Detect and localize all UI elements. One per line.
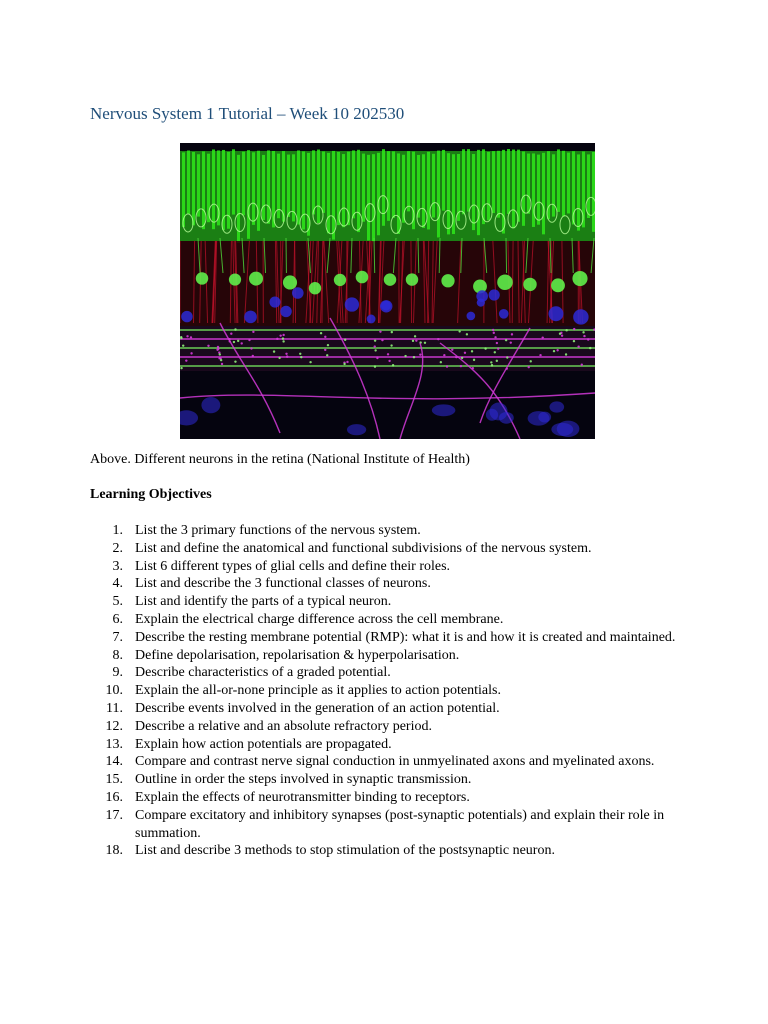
synapse-dot [282, 337, 284, 339]
green-neuron [356, 271, 369, 284]
synapse-dot [492, 329, 494, 331]
green-neuron [334, 274, 346, 286]
learning-objectives-list [90, 522, 680, 860]
synapse-dot [250, 347, 252, 349]
synapse-dot [461, 357, 463, 359]
blue-nucleus [280, 306, 291, 317]
objective-number: 18. [105, 843, 123, 859]
photoreceptor-cell [557, 149, 560, 211]
learning-objective-item [90, 682, 680, 700]
learning-objective-item [90, 593, 680, 611]
document-title: Nervous System 1 Tutorial – Week 10 202530 [90, 104, 405, 123]
synapse-dot [234, 360, 236, 362]
photoreceptor-cell [407, 151, 410, 211]
synapse-dot [220, 359, 222, 361]
photoreceptor-cell [277, 154, 280, 219]
synapse-dot [573, 340, 575, 342]
objective-number: 2. [112, 540, 123, 556]
synapse-dot [252, 331, 254, 333]
objective-text: Compare and contrast nerve signal conduction in unmyelinated axons and myelinated axons. [135, 754, 655, 770]
synapse-dot [589, 347, 591, 349]
objective-number: 8. [112, 647, 123, 663]
objective-text: Describe events involved in the generation of an action potential. [135, 700, 500, 716]
photoreceptor-cell [382, 149, 385, 226]
synapse-dot [491, 364, 493, 366]
green-axon [506, 238, 507, 273]
synapse-dot [559, 332, 561, 334]
photoreceptor-cell [537, 155, 540, 225]
learning-objective-item [90, 700, 680, 718]
objective-text: Explain the all-or-none principle as it applies to action potentials. [135, 683, 501, 699]
green-neuron [441, 274, 454, 287]
synapse-dot [446, 365, 448, 367]
objective-number: 15. [105, 772, 123, 788]
objective-text: List and identify the parts of a typical neuron. [135, 594, 392, 610]
photoreceptor-cell [207, 154, 210, 223]
synapse-dot [376, 357, 378, 359]
synapse-dot [324, 336, 326, 338]
green-neuron [384, 273, 396, 285]
synapse-dot [344, 339, 346, 341]
ganglion-nucleus [201, 397, 220, 413]
photoreceptor-cell [512, 150, 515, 229]
objective-text: List and define the anatomical and functional subdivisions of the nervous system. [135, 540, 592, 556]
photoreceptor-cell [242, 152, 245, 216]
synapse-dot [252, 355, 254, 357]
synapse-dot [190, 336, 192, 338]
blue-nucleus [477, 298, 485, 306]
synapse-dot [273, 350, 275, 352]
photoreceptor-cell [287, 155, 290, 217]
green-axon [374, 238, 375, 273]
photoreceptor-cell [262, 155, 265, 220]
photoreceptor-cell [377, 153, 380, 235]
synapse-dot [511, 333, 513, 335]
photoreceptor-cell [202, 151, 205, 229]
synapse-dot [510, 341, 512, 343]
synapse-dot [282, 340, 284, 342]
photoreceptor-cell [492, 151, 495, 213]
synapse-dot [443, 354, 445, 356]
synapse-dot [561, 335, 563, 337]
photoreceptor-cell [312, 150, 315, 214]
learning-objective-item [90, 753, 680, 771]
synapse-dot [285, 353, 287, 355]
synapse-dot [437, 338, 439, 340]
objective-number: 5. [112, 594, 123, 610]
learning-objective-item [90, 771, 680, 789]
objective-number: 14. [105, 754, 123, 770]
photoreceptor-cell [592, 152, 595, 232]
objective-text: List and describe the 3 functional classes of neurons. [135, 576, 431, 592]
green-neuron [572, 271, 587, 286]
learning-objective-item [90, 647, 680, 665]
synapse-dot [276, 338, 278, 340]
photoreceptor-cell [212, 149, 215, 229]
synapse-dot [556, 349, 558, 351]
objective-text: Explain how action potentials are propagated. [135, 736, 392, 752]
synapse-dot [217, 348, 219, 350]
green-neuron [249, 272, 263, 286]
retina-neurons-figure [180, 143, 595, 439]
synapse-dot [583, 335, 585, 337]
photoreceptor-cell [467, 149, 470, 211]
photoreceptor-cell [332, 151, 335, 240]
objective-number: 3. [112, 558, 123, 574]
objective-number: 6. [112, 611, 123, 627]
photoreceptor-cell [487, 152, 490, 220]
objective-text: Outline in order the steps involved in synaptic transmission. [135, 772, 472, 788]
photoreceptor-cell [567, 153, 570, 214]
photoreceptor-cell [317, 150, 320, 224]
photoreceptor-cell [252, 152, 255, 225]
photoreceptor-cell [392, 151, 395, 217]
synapse-dot [565, 329, 567, 331]
objective-number: 7. [112, 629, 123, 645]
plexiform-stripe [180, 356, 595, 358]
blue-nucleus [181, 311, 192, 322]
synapse-dot [466, 333, 468, 335]
photoreceptor-cell [357, 150, 360, 232]
synapse-dot [320, 332, 322, 334]
blue-nucleus [467, 312, 476, 321]
objective-text: List the 3 primary functions of the nervous system. [135, 523, 421, 538]
synapse-dot [390, 344, 392, 346]
plexiform-stripe [180, 338, 595, 340]
learning-objective-item [90, 842, 680, 860]
photoreceptor-cell [587, 154, 590, 218]
synapse-dot [381, 339, 383, 341]
synapse-dot [496, 342, 498, 344]
learning-objective-item [90, 789, 680, 807]
plexiform-stripe [180, 329, 595, 331]
synapse-dot [207, 345, 209, 347]
synapse-dot [326, 354, 328, 356]
learning-objective-item [90, 558, 680, 576]
photoreceptor-cell [462, 149, 465, 214]
objective-number: 11. [106, 700, 123, 716]
synapse-dot [493, 332, 495, 334]
synapse-dot [419, 353, 421, 355]
ganglion-nucleus [557, 421, 580, 437]
objective-number: 17. [105, 807, 123, 823]
objective-number: 13. [105, 736, 123, 752]
learning-objective-item [90, 540, 680, 558]
objective-text: Explain the effects of neurotransmitter binding to receptors. [135, 789, 470, 805]
synapse-dot [553, 350, 555, 352]
photoreceptor-cell [552, 154, 555, 216]
synapse-dot [388, 360, 390, 362]
photoreceptor-cell [267, 150, 270, 223]
synapse-dot [374, 339, 376, 341]
ganglion-nucleus [432, 404, 456, 416]
photoreceptor-cell [457, 154, 460, 221]
learning-objective-item [90, 718, 680, 736]
photoreceptor-cell [432, 154, 435, 218]
synapse-dot [278, 357, 280, 359]
synapse-dot [539, 354, 541, 356]
synapse-dot [182, 344, 184, 346]
photoreceptor-cell [477, 150, 480, 235]
synapse-dot [180, 367, 182, 369]
ganglion-nucleus [347, 424, 366, 435]
blue-nucleus [367, 315, 376, 324]
synapse-dot [219, 353, 221, 355]
photoreceptor-cell [527, 154, 530, 214]
synapse-dot [241, 342, 243, 344]
photoreceptor-cell [472, 154, 475, 230]
ganglion-nucleus [528, 411, 550, 426]
green-neuron [196, 272, 208, 284]
photoreceptor-cell [352, 150, 355, 218]
photoreceptor-cell [577, 154, 580, 230]
photoreceptor-cell [507, 149, 510, 214]
photoreceptor-cell [422, 154, 425, 228]
synapse-dot [374, 345, 376, 347]
photoreceptor-cell [187, 150, 190, 213]
learning-objective-item [90, 736, 680, 754]
synapse-dot [230, 333, 232, 335]
photoreceptor-cell [437, 151, 440, 238]
synapse-dot [505, 339, 507, 341]
synapse-dot [471, 350, 473, 352]
synapse-dot [180, 337, 182, 339]
objective-text: Compare excitatory and inhibitory synapses (post-synaptic potentials) and explain their role in summation. [135, 807, 665, 841]
synapse-dot [458, 330, 460, 332]
photoreceptor-cell [417, 155, 420, 218]
photoreceptor-cell [447, 153, 450, 234]
synapse-dot [414, 335, 416, 337]
synapse-dot [374, 349, 376, 351]
blue-nucleus [489, 289, 500, 300]
photoreceptor-cell [342, 154, 345, 227]
figure-caption: Above. Different neurons in the retina (National Institute of Health) [90, 452, 470, 467]
synapse-dot [248, 339, 250, 341]
objective-number: 9. [112, 665, 123, 681]
synapse-dot [581, 364, 583, 366]
synapse-dot [379, 330, 381, 332]
blue-nucleus [244, 311, 257, 324]
blue-nucleus [573, 309, 588, 324]
photoreceptor-cell [497, 151, 500, 218]
learning-objective-item [90, 629, 680, 647]
blue-nucleus [292, 287, 304, 299]
photoreceptor-cell [257, 151, 260, 231]
synapse-dot [464, 352, 466, 354]
objective-number: 16. [105, 789, 123, 805]
synapse-dot [494, 336, 496, 338]
learning-objective-item [90, 611, 680, 629]
synapse-dot [346, 361, 348, 363]
synapse-dot [587, 338, 589, 340]
photoreceptor-cell [232, 149, 235, 214]
learning-objectives-heading: Learning Objectives [90, 487, 212, 502]
green-neuron [497, 274, 513, 290]
objective-text: List 6 different types of glial cells and define their roles. [135, 558, 451, 574]
learning-objective-item [90, 522, 680, 540]
green-neuron [229, 273, 241, 285]
objective-number: 10. [105, 683, 123, 699]
synapse-dot [279, 334, 281, 336]
synapse-dot [391, 331, 393, 333]
photoreceptor-cell [397, 153, 400, 234]
learning-objective-item [90, 807, 680, 843]
photoreceptor-cell [327, 153, 330, 233]
synapse-dot [286, 355, 288, 357]
photoreceptor-cell [367, 155, 370, 241]
photoreceptor-cell [542, 153, 545, 235]
green-neuron [523, 278, 536, 291]
synapse-dot [412, 340, 414, 342]
synapse-dot [582, 331, 584, 333]
synapse-dot [530, 360, 532, 362]
plexiform-stripe [180, 347, 595, 349]
synapse-dot [234, 328, 236, 330]
objective-text: Describe a relative and an absolute refractory period. [135, 718, 432, 734]
synapse-dot [186, 335, 188, 337]
photoreceptor-cell [522, 151, 525, 225]
synapse-dot [404, 355, 406, 357]
synapse-dot [324, 349, 326, 351]
synapse-dot [542, 336, 544, 338]
synapse-dot [424, 342, 426, 344]
synapse-dot [300, 356, 302, 358]
synapse-dot [565, 353, 567, 355]
synapse-dot [506, 356, 508, 358]
photoreceptor-cell [517, 150, 520, 222]
photoreceptor-cell [372, 154, 375, 242]
photoreceptor-cell [562, 151, 565, 217]
photoreceptor-cell [192, 152, 195, 225]
blue-nucleus [380, 300, 392, 312]
photoreceptor-cell [197, 154, 200, 216]
synapse-dot [282, 334, 284, 336]
green-neuron [551, 278, 565, 292]
synapse-dot [237, 340, 239, 342]
synapse-dot [343, 363, 345, 365]
objective-number: 4. [112, 576, 123, 592]
photoreceptor-cell [387, 151, 390, 221]
learning-objective-item [90, 664, 680, 682]
objective-text: Describe characteristics of a graded potential. [135, 665, 391, 681]
blue-nucleus [549, 306, 564, 321]
synapse-dot [473, 359, 475, 361]
objective-text: Define depolarisation, repolarisation & hyperpolarisation. [135, 647, 460, 663]
synapse-dot [413, 356, 415, 358]
synapse-dot [484, 347, 486, 349]
synapse-dot [387, 353, 389, 355]
photoreceptor-cell [297, 150, 300, 224]
synapse-dot [451, 348, 453, 350]
plexiform-stripe [180, 365, 595, 367]
synapse-dot [221, 363, 223, 365]
retina-micrograph [180, 143, 595, 439]
synapse-dot [496, 360, 498, 362]
synapse-dot [577, 345, 579, 347]
learning-objective-item [90, 575, 680, 593]
objective-text: Describe the resting membrane potential (RMP): what it is and how it is created and maintained. [135, 629, 676, 645]
photoreceptor-cell [247, 150, 250, 239]
objective-text: Explain the electrical charge difference across the cell membrane. [135, 611, 504, 627]
synapse-dot [497, 348, 499, 350]
ganglion-nucleus [549, 401, 564, 412]
objective-number: 1. [112, 523, 123, 538]
photoreceptor-cell [322, 151, 325, 212]
green-neuron [406, 273, 418, 285]
blue-nucleus [269, 296, 280, 307]
green-neuron [309, 282, 321, 294]
photoreceptor-cell [302, 151, 305, 229]
objective-text: List and describe 3 methods to stop stimulation of the postsynaptic neuron. [135, 843, 555, 859]
synapse-dot [233, 341, 235, 343]
synapse-dot [460, 365, 462, 367]
synapse-dot [309, 361, 311, 363]
synapse-dot [415, 339, 417, 341]
blue-nucleus [345, 297, 359, 311]
green-neuron [283, 275, 297, 289]
synapse-dot [392, 364, 394, 366]
synapse-dot [573, 328, 575, 330]
synapse-dot [528, 366, 530, 368]
synapse-dot [440, 361, 442, 363]
synapse-dot [490, 361, 492, 363]
synapse-dot [299, 353, 301, 355]
synapse-dot [190, 352, 192, 354]
ganglion-nucleus [489, 403, 507, 421]
objective-number: 12. [105, 718, 123, 734]
synapse-dot [185, 359, 187, 361]
blue-nucleus [499, 309, 509, 319]
synapse-dot [494, 351, 496, 353]
synapse-dot [374, 366, 376, 368]
synapse-dot [327, 344, 329, 346]
photoreceptor-cell [442, 150, 445, 211]
